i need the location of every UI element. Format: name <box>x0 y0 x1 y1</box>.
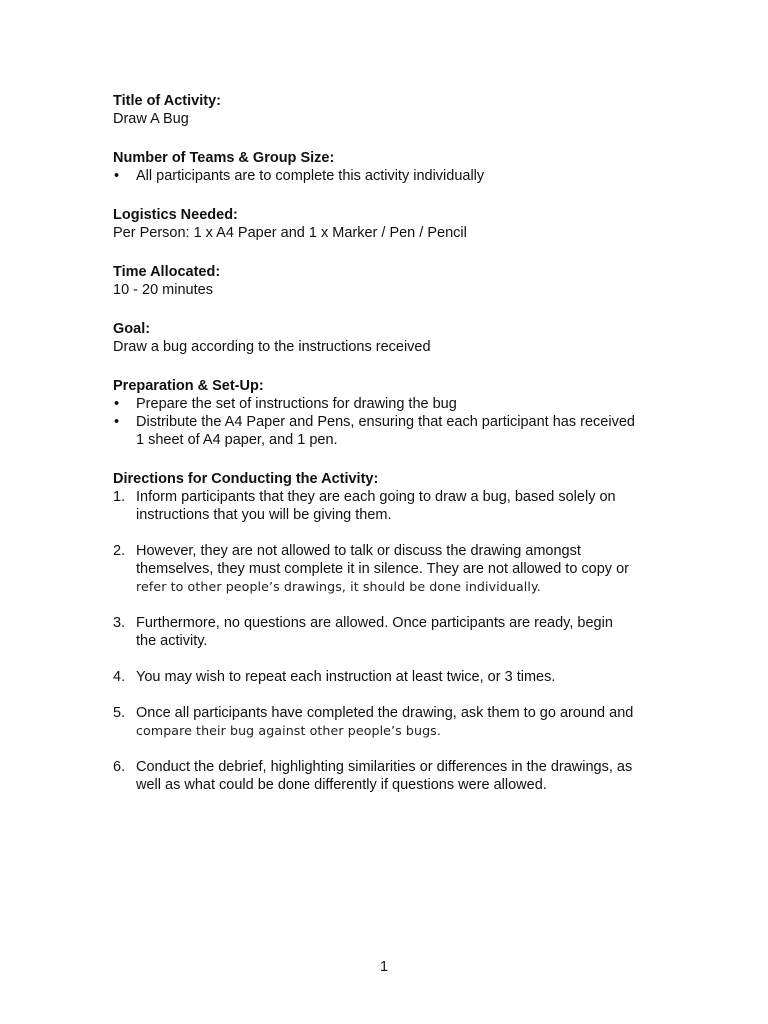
list-item-text: well as what could be done differently if questions were allowed. <box>136 777 547 793</box>
list-item-text: Furthermore, no questions are allowed. Once participants are ready, begin <box>136 615 613 631</box>
list-item <box>113 758 673 794</box>
directions-list <box>113 488 673 794</box>
list-item-number: 2. <box>113 543 126 559</box>
title-section <box>113 92 673 128</box>
list-item-number: 5. <box>113 705 126 721</box>
list-item-text: Once all participants have completed the drawing, ask them to go around and <box>136 705 634 721</box>
teams-bullet <box>113 167 673 185</box>
preparation-bullet <box>113 395 673 413</box>
bullet-icon: • <box>114 168 120 184</box>
goal-value: Draw a bug according to the instructions received <box>113 339 431 355</box>
time-section <box>113 263 673 299</box>
list-item-text: themselves, they must complete it in silence. They are not allowed to copy or <box>136 561 629 577</box>
preparation-bullet-text: Prepare the set of instructions for drawing the bug <box>136 396 457 412</box>
list-item-text: the activity. <box>136 633 208 649</box>
list-item-text: However, they are not allowed to talk or discuss the drawing amongst <box>136 543 581 559</box>
list-item-number: 4. <box>113 669 126 685</box>
list-item <box>113 542 673 596</box>
list-item <box>113 488 673 524</box>
teams-bullet-text: All participants are to complete this activity individually <box>136 168 485 184</box>
goal-section <box>113 320 673 356</box>
preparation-bullet <box>113 413 673 449</box>
preparation-section <box>113 377 673 449</box>
time-heading: Time Allocated: <box>113 264 221 280</box>
teams-heading: Number of Teams & Group Size: <box>113 150 335 166</box>
logistics-section <box>113 206 673 242</box>
list-item-text: compare their bug against other people’s bugs. <box>136 723 441 738</box>
list-item-text: You may wish to repeat each instruction at least twice, or 3 times. <box>136 669 556 685</box>
directions-heading: Directions for Conducting the Activity: <box>113 471 379 487</box>
logistics-heading: Logistics Needed: <box>113 207 238 223</box>
list-item-text: Conduct the debrief, highlighting similarities or differences in the drawings, as <box>136 759 633 775</box>
list-item-number: 6. <box>113 759 126 775</box>
list-item-number: 3. <box>113 615 126 631</box>
list-item <box>113 668 673 686</box>
document-body <box>113 92 673 812</box>
preparation-bullet-text: 1 sheet of A4 paper, and 1 pen. <box>136 432 338 448</box>
list-item <box>113 704 673 740</box>
list-item <box>113 614 673 650</box>
time-value: 10 - 20 minutes <box>113 282 213 298</box>
bullet-icon: • <box>114 396 120 412</box>
preparation-bullet-text: Distribute the A4 Paper and Pens, ensuring that each participant has received <box>136 414 635 430</box>
list-item-text: refer to other people’s drawings, it should be done individually. <box>136 579 541 594</box>
goal-heading: Goal: <box>113 321 151 337</box>
directions-section <box>113 470 673 794</box>
bullet-icon: • <box>114 414 120 430</box>
title-heading: Title of Activity: <box>113 93 221 109</box>
page-number: 1 <box>379 959 389 975</box>
teams-section <box>113 149 673 185</box>
list-item-text: instructions that you will be giving them. <box>136 507 392 523</box>
list-item-text: Inform participants that they are each going to draw a bug, based solely on <box>136 489 616 505</box>
list-item-number: 1. <box>113 489 126 505</box>
preparation-heading: Preparation & Set-Up: <box>113 378 264 394</box>
title-value: Draw A Bug <box>113 111 189 127</box>
logistics-value: Per Person: 1 x A4 Paper and 1 x Marker / Pen / Pencil <box>113 225 467 241</box>
